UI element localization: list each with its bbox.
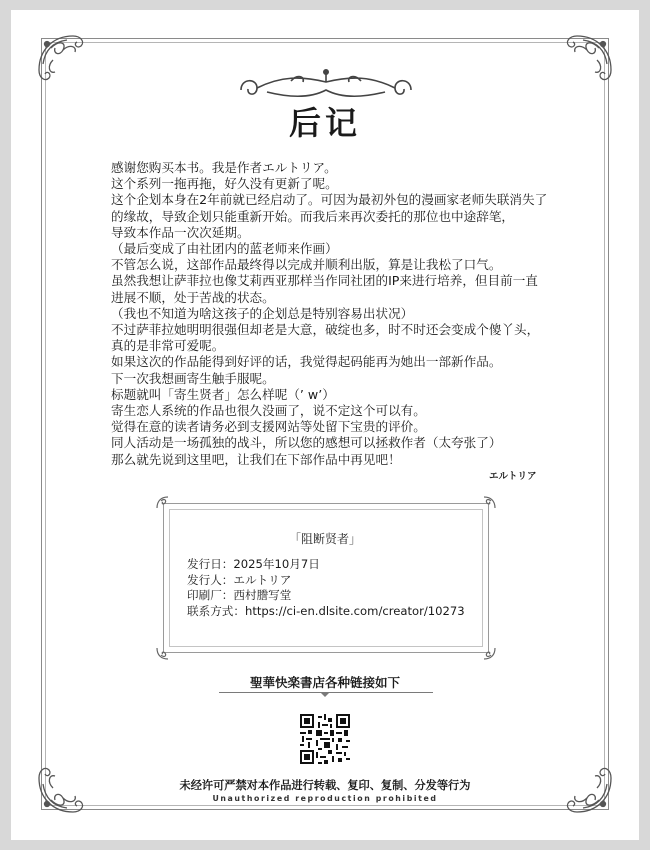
contact-link[interactable]: 联系方式：https://ci-en.dlsite.com/creator/10273 [187, 603, 465, 618]
body-line: 进展不顺，处于苦战的状态。 [111, 289, 275, 305]
publication-info [187, 557, 465, 619]
body-line: 如果这次的作品能得到好评的话，我觉得起码能再为她出一部新作品。 [111, 354, 502, 370]
body-line: 寄生恋人系统的作品也很久没画了，说不定这个可以有。 [111, 403, 426, 419]
copyright-notice: 未经许可严禁对本作品进行转载、复印、复制、分发等行为 [179, 779, 471, 792]
author-signature: エルトリア [489, 471, 537, 482]
page-sheet [11, 10, 639, 840]
body-line: 真的是非常可爱呢。 [111, 338, 225, 354]
box-corner-ornament-icon [476, 494, 498, 516]
body-line: 不管怎么说，这部作品最终得以完成并顺利出版，算是让我松了口气。 [111, 257, 502, 273]
box-corner-ornament-icon [476, 640, 498, 662]
box-corner-ornament-icon [154, 494, 176, 516]
body-line: 感谢您购买本书。我是作者エルトリア。 [111, 160, 337, 175]
publish-date: 发行日：2025年10月7日 [187, 557, 320, 571]
body-line: （我也不知道为啥这孩子的企划总是特别容易出状况） [111, 305, 414, 321]
copyright-notice-en: Unauthorized reproduction prohibited [212, 794, 438, 803]
body-line: 的缘故，导致企划只能重新开始。而我后来再次委托的那位也中途辞笔， [111, 208, 514, 224]
afterword-body [111, 160, 591, 468]
divider-arrow-icon [320, 692, 330, 697]
floral-corner-ornament-icon [547, 30, 617, 100]
body-line: 下一次我想画寄生触手服呢。 [111, 370, 275, 386]
body-line: 导致本作品一次次延期。 [111, 224, 250, 240]
qr-code-icon[interactable] [300, 714, 350, 764]
body-line: 觉得在意的读者请务必到支援网站等处留下宝贵的评价。 [111, 419, 426, 435]
page-title: 后记 [288, 104, 361, 142]
body-line: 不过萨菲拉她明明很强但却老是大意，破绽也多，时不时还会变成个傻丫头， [111, 322, 540, 338]
body-line: 虽然我想让萨菲拉也像艾莉西亚那样当作同社团的IP来进行培养，但目前一直 [111, 273, 538, 289]
printer: 印刷厂：西村謄写堂 [187, 588, 292, 602]
body-line: 同人活动是一场孤独的战斗，所以您的感想可以拯救作者（太夸张了） [111, 435, 502, 451]
body-line: （最后变成了由社团内的蓝老师来作画） [111, 241, 338, 257]
floral-corner-ornament-icon [33, 30, 103, 100]
book-title: 「阻断贤者」 [288, 532, 361, 546]
body-line: 这个企划本身在2年前就已经启动了。可因为最初外包的漫画家老师失联消失了 [111, 192, 548, 208]
body-line: 那么就先说到这里吧，让我们在下部作品中再见吧！ [111, 451, 401, 467]
links-heading: 聖華快楽書店各种链接如下 [249, 675, 400, 690]
publisher: 发行人：エルトリア [187, 572, 292, 587]
body-line: 这个系列一拖再拖，好久没有更新了呢。 [111, 176, 338, 192]
box-corner-ornament-icon [154, 640, 176, 662]
body-line: 标题就叫「寄生贤者」怎么样呢（’ w’） [111, 386, 335, 402]
